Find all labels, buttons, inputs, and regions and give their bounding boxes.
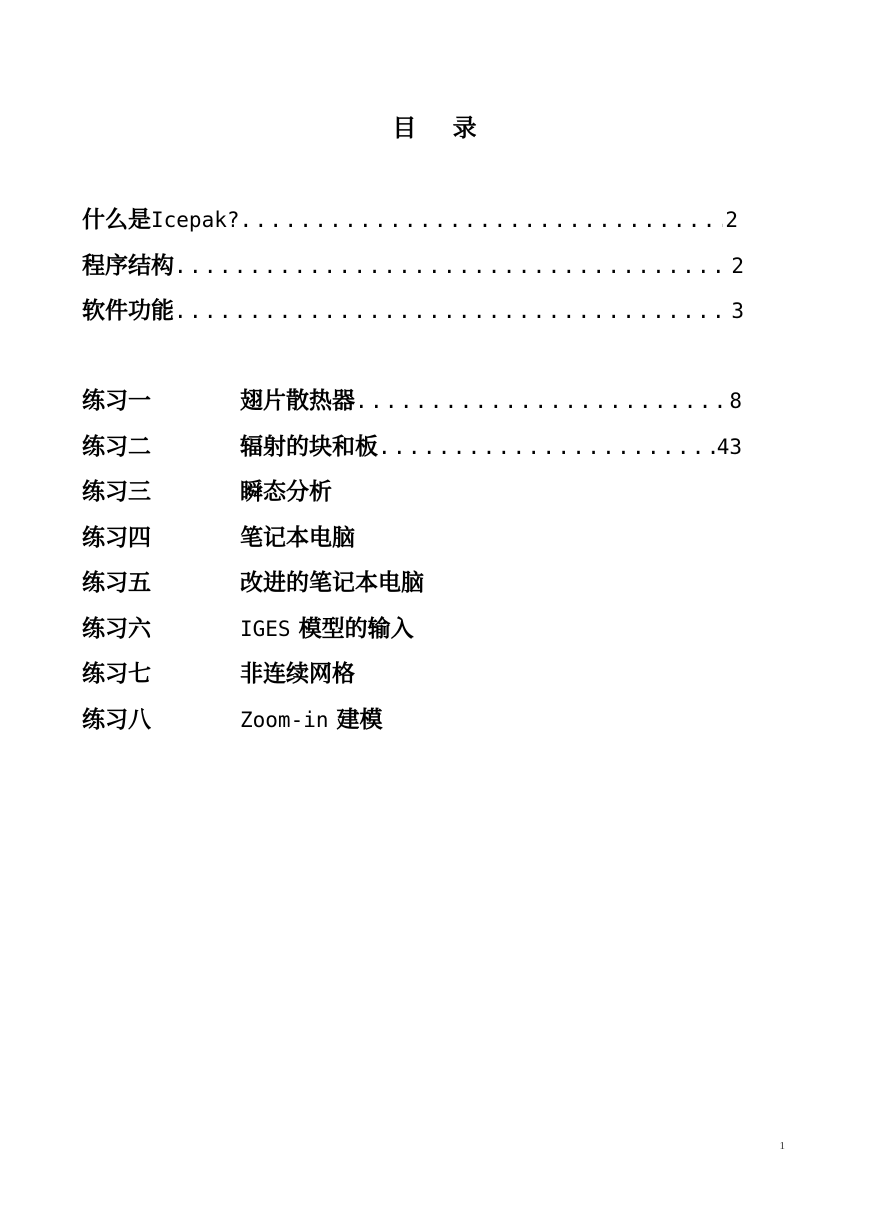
toc-leader-dots: [240, 203, 724, 237]
exercise-label: 练习二: [82, 433, 151, 460]
exercise-entry: [82, 475, 742, 521]
exercise-label: 练习八: [82, 706, 151, 733]
exercise-label: 练习六: [82, 615, 151, 642]
exercise-title-prefix: IGES: [240, 616, 291, 641]
exercise-page-number: 43: [716, 434, 742, 459]
toc-leader-dots: [174, 249, 729, 283]
exercise-entry: [82, 521, 742, 567]
exercise-entry: [82, 657, 742, 703]
toc-page-number: 2: [725, 208, 738, 232]
exercise-entry: [82, 384, 742, 430]
exercise-entry: [82, 612, 742, 658]
exercise-title: 辐射的块和板: [240, 433, 378, 460]
exercise-title: 笔记本电脑: [240, 524, 355, 551]
toc-page-number: 3: [731, 299, 744, 323]
exercise-entry: [82, 566, 742, 612]
exercise-label: 练习一: [82, 388, 151, 414]
toc-entry: [82, 249, 744, 295]
exercise-label: 练习五: [82, 570, 151, 596]
toc-entry: [82, 203, 738, 249]
exercise-list: [82, 384, 742, 748]
exercise-label: 练习三: [82, 479, 151, 505]
exercise-page-number: 8: [729, 389, 742, 413]
toc-page-number: 2: [731, 253, 744, 278]
toc-entry-label: 什么是Icepak?: [82, 207, 240, 233]
exercise-title: 瞬态分析: [240, 479, 332, 505]
exercise-entry: [82, 703, 742, 749]
exercise-entry: [82, 430, 742, 476]
exercise-title: 翅片散热器: [240, 388, 355, 414]
page-title: 目 录: [392, 114, 491, 142]
exercise-title: Zoom-in 建模: [240, 706, 383, 733]
exercise-label: 练习四: [82, 524, 151, 551]
toc-entry: [82, 294, 744, 340]
exercise-title-prefix: Zoom-in: [240, 707, 329, 732]
exercise-title: IGES 模型的输入: [240, 615, 414, 642]
exercise-title: 非连续网格: [240, 661, 355, 687]
exercise-title: 改进的笔记本电脑: [240, 570, 424, 596]
toc-entry-label: 程序结构: [82, 252, 174, 279]
toc-leader-dots: [378, 430, 715, 464]
toc-leader-dots: [355, 384, 727, 418]
footer-page-number: 1: [779, 1140, 785, 1152]
exercise-label: 练习七: [82, 661, 151, 687]
toc-main-section: [82, 203, 742, 340]
toc-entry-label: 软件功能: [82, 298, 174, 324]
toc-leader-dots: [174, 294, 729, 328]
